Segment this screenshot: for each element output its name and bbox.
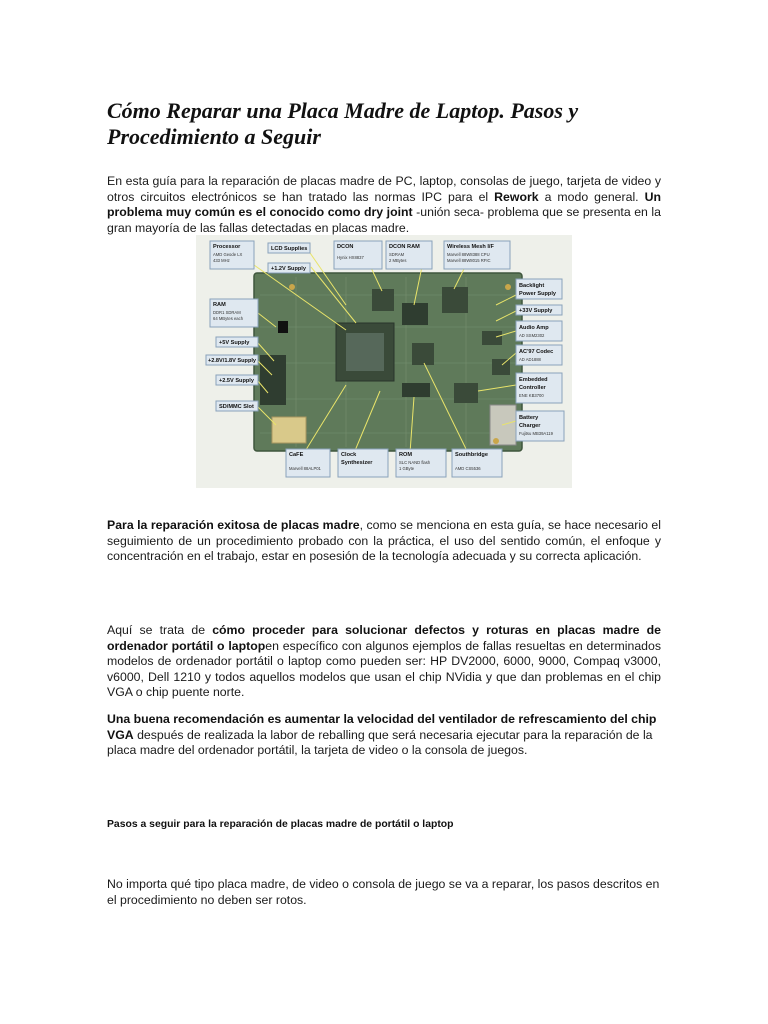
svg-text:Backlight: Backlight <box>519 283 545 289</box>
label-ac97 <box>516 345 562 365</box>
svg-text:RAM: RAM <box>213 302 226 308</box>
label-dcon-ram <box>386 241 432 269</box>
wireless-chip <box>442 287 468 313</box>
label-33v <box>516 305 562 315</box>
dcon-ram-chip <box>402 303 428 325</box>
svg-text:AMD CS5536: AMD CS5536 <box>455 466 481 471</box>
label-battery <box>516 411 564 441</box>
svg-text:Hynix HX8837: Hynix HX8837 <box>337 255 364 260</box>
svg-text:AC'97 Codec: AC'97 Codec <box>519 349 554 355</box>
svg-text:SDRAM: SDRAM <box>389 252 405 257</box>
svg-text:+1.2V Supply: +1.2V Supply <box>271 266 306 272</box>
svg-text:LCD Supplies: LCD Supplies <box>271 246 308 252</box>
p4-text: después de realizada la labor de reballing que será necesaria ejecutar para la reparación de la placa madre del ordenador portátil, la tarjeta de video o la consola de juegos. <box>107 727 653 757</box>
svg-text:Synthesizer: Synthesizer <box>341 460 373 466</box>
label-lcd-supplies <box>268 243 310 273</box>
svg-text:2 MBytes: 2 MBytes <box>389 258 407 263</box>
label-audio <box>516 321 562 341</box>
svg-text:ENE KB3700: ENE KB3700 <box>519 393 544 398</box>
svg-text:AD SSM2302: AD SSM2302 <box>519 333 545 338</box>
label-clock <box>338 449 388 477</box>
paragraph-no-importa: No importa qué tipo placa madre, de video o consola de juego se va a reparar, los pasos descritos en el procedimiento no deben ser rotos. <box>107 877 660 907</box>
svg-text:1 GByte: 1 GByte <box>399 466 415 471</box>
motherboard-diagram <box>196 235 572 488</box>
p3-text-1: Aquí se trata de <box>107 623 213 637</box>
label-ram <box>210 299 258 327</box>
p2-bold: Para la reparación exitosa de placas madre <box>107 518 360 532</box>
steps-heading: Pasos a seguir para la reparación de placas madre de portátil o laptop <box>107 819 454 830</box>
p3-bold: cómo proceder para solucionar defectos y roturas en placas madre de ordenador portátil o laptop <box>107 623 662 653</box>
label-dcon <box>334 241 382 269</box>
label-southbridge <box>452 449 502 477</box>
svg-text:Marvell 88W8388 CPU: Marvell 88W8388 CPU <box>447 252 490 257</box>
sd-slot <box>272 417 306 443</box>
dcon-chip <box>372 289 394 311</box>
svg-text:SD/MMC Slot: SD/MMC Slot <box>219 404 254 410</box>
p4-bold: Una buena recomendación es aumentar la velocidad del ventilador de refrescamiento del chip VGA <box>107 712 657 742</box>
svg-text:Clock: Clock <box>341 452 357 458</box>
label-sd-slot <box>216 401 258 411</box>
svg-text:Southbridge: Southbridge <box>455 452 488 458</box>
p3-text-2: en específico con algunos ejemplos de fallas resueltas en determinados modelos de ordenador portátil o laptop como pueden ser: HP DV2000, 6000, 9000, Compaq v3000, v6000, Dell 1210 y todos aquellos modelos que usan el chip NVidia y que dan problemas en el chip VGA o chip puente norte. <box>107 638 661 699</box>
p2-text: , como se menciona en esta guía, se hace necesario el seguimiento de un procedimiento probado con la práctica, el uso del sentido común, el enfoque y concentración en el trabajo, estar en posesión de la tecnología adecuada y su correcta aplicación. <box>107 518 661 563</box>
svg-text:Power Supply: Power Supply <box>519 291 556 297</box>
intro-bold-dry-joint: Un problema muy común es el conocido como dry joint <box>107 189 661 219</box>
label-wireless <box>444 241 510 269</box>
label-28v <box>206 355 258 365</box>
codec-chip <box>492 359 510 375</box>
svg-text:Processor: Processor <box>213 244 241 250</box>
svg-text:Fujitsu MB39A119: Fujitsu MB39A119 <box>519 431 553 436</box>
label-cafe <box>286 449 330 477</box>
svg-text:ROM: ROM <box>399 452 413 458</box>
svg-text:Marvell 88W8015 RFIC: Marvell 88W8015 RFIC <box>447 258 491 263</box>
svg-text:DCON: DCON <box>337 244 354 250</box>
ram-chips <box>260 355 286 405</box>
svg-text:Embedded: Embedded <box>519 377 548 383</box>
connector <box>278 321 288 333</box>
svg-text:+2.8V/1.8V Supply: +2.8V/1.8V Supply <box>208 358 257 364</box>
svg-text:433 MHz: 433 MHz <box>213 258 230 263</box>
svg-text:Charger: Charger <box>519 423 541 429</box>
svg-text:64 MBytes each: 64 MBytes each <box>213 316 244 321</box>
label-embedded <box>516 373 562 403</box>
svg-text:DCON RAM: DCON RAM <box>389 244 420 250</box>
svg-text:+33V Supply: +33V Supply <box>519 308 553 314</box>
svg-text:SLC NAND flash: SLC NAND flash <box>399 460 431 465</box>
motherboard-svg <box>196 235 572 488</box>
intro-bold-rework: Rework <box>494 189 539 204</box>
label-25v <box>216 375 258 385</box>
svg-text:Marvell 88ALP01: Marvell 88ALP01 <box>289 466 321 471</box>
intro-paragraph <box>107 174 661 236</box>
intro-text-2: a modo general. <box>538 189 645 204</box>
svg-text:Battery: Battery <box>519 415 539 421</box>
svg-text:Wireless Mesh I/F: Wireless Mesh I/F <box>447 244 494 250</box>
svg-text:+5V Supply: +5V Supply <box>219 340 250 346</box>
svg-text:AMD Geode LX: AMD Geode LX <box>213 252 243 257</box>
svg-text:Audio Amp: Audio Amp <box>519 325 549 331</box>
svg-text:Controller: Controller <box>519 385 546 391</box>
label-processor <box>210 241 254 269</box>
label-backlight <box>516 279 562 299</box>
svg-text:CaFE: CaFE <box>289 452 304 458</box>
label-rom <box>396 449 446 477</box>
paragraph-recomendacion <box>107 712 661 759</box>
page-title: Cómo Reparar una Placa Madre de Laptop. Pasos y Procedimiento a Seguir <box>107 98 579 149</box>
southbridge-chip <box>412 343 434 365</box>
paragraph-reparacion-exitosa <box>107 518 661 565</box>
paragraph-como-proceder <box>107 623 661 701</box>
rom-chip <box>402 383 430 397</box>
svg-text:AD AD1888: AD AD1888 <box>519 357 541 362</box>
intro-text-1: En esta guía para la reparación de placas madre de PC, laptop, consolas de juego, tarjeta de video y otros circuitos electrónicos se han tratado las normas IPC para el <box>107 174 661 204</box>
embedded-chip <box>454 383 478 403</box>
audio-chip <box>482 331 502 345</box>
svg-text:+2.5V Supply: +2.5V Supply <box>219 378 254 384</box>
intro-text-3: -unión seca- problema que se presenta en la gran mayoría de las fallas detectadas en placas madre. <box>107 205 661 235</box>
svg-text:DDR1 SDRAM: DDR1 SDRAM <box>213 310 241 315</box>
label-5v <box>216 337 258 347</box>
